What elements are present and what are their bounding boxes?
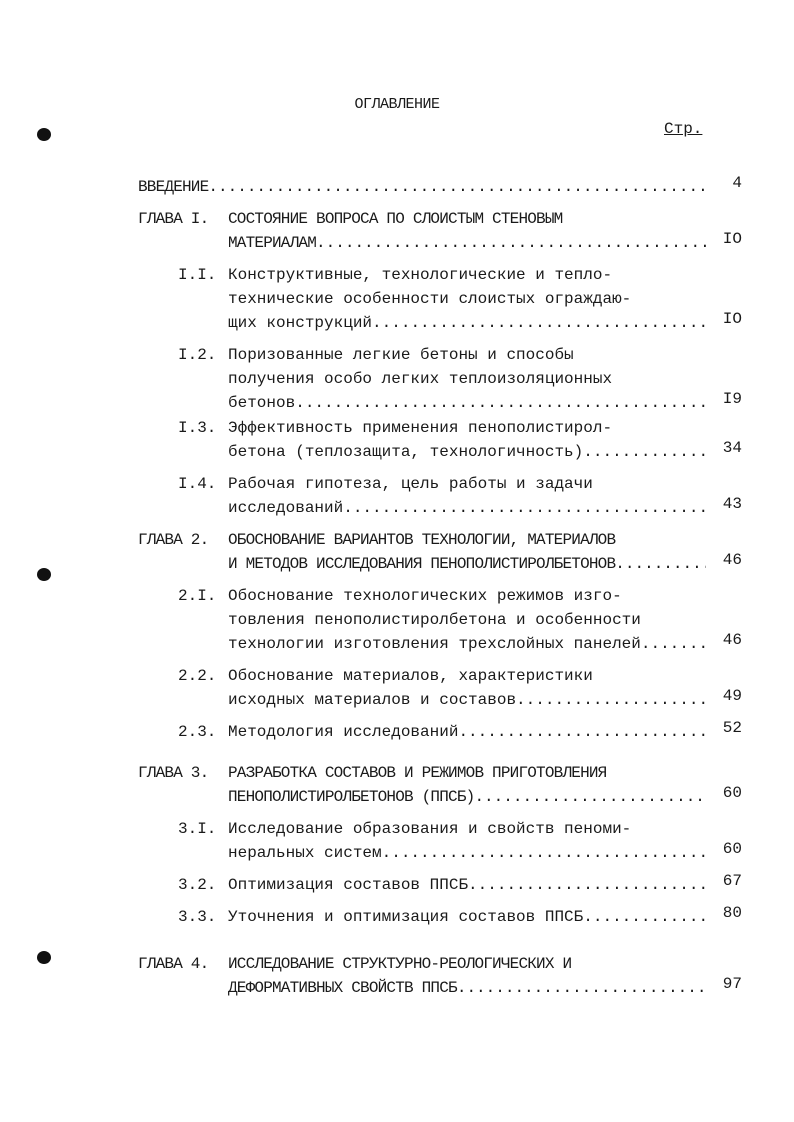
toc-entry-text: ОБОСНОВАНИЕ ВАРИАНТОВ ТЕХНОЛОГИИ, МАТЕРИАЛОВ — [228, 531, 616, 549]
toc-page-number: 43 — [722, 495, 742, 513]
dot-leader — [458, 721, 706, 743]
toc-page-number: 67 — [722, 872, 742, 890]
toc-entry-number: I.3. — [178, 419, 217, 437]
toc-entry-line — [228, 906, 706, 928]
toc-entry-text: неральных систем — [228, 844, 382, 862]
dot-leader — [641, 633, 706, 655]
toc-entry-text: И МЕТОДОВ ИССЛЕДОВАНИЯ ПЕНОПОЛИСТИРОЛБЕТОНОВ — [228, 555, 616, 573]
toc-entry-line — [228, 633, 706, 655]
toc-entry-line — [228, 344, 706, 366]
toc-entry-number: I.4. — [178, 475, 217, 493]
toc-entry-number: 3.3. — [178, 908, 217, 926]
toc-entry-text: бетонов — [228, 394, 296, 412]
dot-leader — [316, 232, 706, 254]
dot-leader — [343, 497, 706, 519]
dot-leader — [208, 176, 706, 198]
toc-entry-line — [228, 874, 706, 896]
toc-entry-text: щих конструкций — [228, 314, 373, 332]
toc-entry-line — [228, 441, 706, 463]
toc-entry-line — [228, 585, 706, 607]
toc-entry-text: СОСТОЯНИЕ ВОПРОСА ПО СЛОИСТЫМ СТЕНОВЫМ — [228, 210, 563, 228]
toc-entry-text: исходных материалов и составов — [228, 691, 517, 709]
dot-leader — [382, 842, 706, 864]
toc-entry-number: 2.3. — [178, 723, 217, 741]
toc-entry-text: ВВЕДЕНИЕ — [138, 178, 209, 196]
toc-entry-text: ИССЛЕДОВАНИЕ СТРУКТУРНО-РЕОЛОГИЧЕСКИХ И — [228, 955, 572, 973]
dot-leader — [468, 874, 706, 896]
toc-entry-number: I.2. — [178, 346, 217, 364]
toc-entry-line — [228, 977, 706, 999]
toc-entry-number: ГЛАВА I. — [138, 210, 209, 228]
toc-entry-text: технологии изготовления трехслойных панелей — [228, 635, 641, 653]
toc-entry-text: Поризованные легкие бетоны и способы — [228, 346, 574, 364]
toc-entry-line — [228, 762, 706, 784]
page-column-heading: Стр. — [664, 120, 703, 138]
punch-hole — [37, 951, 51, 964]
toc-entry-line — [228, 609, 706, 631]
toc-entry-line — [228, 497, 706, 519]
toc-page-number: I9 — [722, 390, 742, 408]
toc-page-number: 46 — [722, 551, 742, 569]
toc-entry-text: Обоснование материалов, характеристики — [228, 667, 593, 685]
dot-leader — [516, 689, 706, 711]
dot-leader — [583, 441, 706, 463]
toc-entry-line — [228, 842, 706, 864]
toc-entry-text: РАЗРАБОТКА СОСТАВОВ И РЕЖИМОВ ПРИГОТОВЛЕНИЯ — [228, 764, 607, 782]
toc-entry-line — [228, 553, 706, 575]
toc-entry-text: ДЕФОРМАТИВНЫХ СВОЙСТВ ППСБ — [228, 979, 457, 997]
toc-entry-line — [228, 473, 706, 495]
toc-page-number: 60 — [722, 784, 742, 802]
toc-entry-text: Методология исследований — [228, 723, 459, 741]
toc-entry-number: I.I. — [178, 266, 217, 284]
toc-entry-text: бетона (теплозащита, технологичность) — [228, 443, 584, 461]
toc-entry-text: Оптимизация составов ППСБ — [228, 876, 469, 894]
page-title: ОГЛАВЛЕНИЕ — [354, 96, 440, 113]
toc-page-number: 52 — [722, 719, 742, 737]
toc-entry-text: Исследование образования и свойств пеноми- — [228, 820, 632, 838]
toc-entry-text: Конструктивные, технологические и тепло- — [228, 266, 613, 284]
toc-entry-text: МАТЕРИАЛАМ — [228, 234, 317, 252]
toc-entry-line — [138, 176, 706, 198]
punch-hole — [37, 568, 51, 581]
toc-entry-number: 2.2. — [178, 667, 217, 685]
toc-page-number: 49 — [722, 687, 742, 705]
toc-entry-text: Рабочая гипотеза, цель работы и задачи — [228, 475, 593, 493]
dot-leader — [457, 977, 706, 999]
toc-page-number: 46 — [722, 631, 742, 649]
toc-entry-line — [228, 312, 706, 334]
toc-page-number: 97 — [722, 975, 742, 993]
dot-leader — [372, 312, 706, 334]
toc-entry-line — [228, 288, 706, 310]
toc-entry-number: ГЛАВА 2. — [138, 531, 209, 549]
toc-entry-line — [228, 368, 706, 390]
toc-entry-number: 2.I. — [178, 587, 217, 605]
dot-leader — [583, 906, 706, 928]
toc-entry-number: ГЛАВА 4. — [138, 955, 209, 973]
toc-entry-text: товления пенополистиролбетона и особенности — [228, 611, 641, 629]
toc-entry-text: Уточнения и оптимизация составов ППСБ — [228, 908, 584, 926]
toc-entry-number: ГЛАВА 3. — [138, 764, 209, 782]
toc-entry-line — [228, 264, 706, 286]
dot-leader — [474, 786, 706, 808]
toc-entry-line — [228, 665, 706, 687]
toc-page-number: IO — [722, 230, 742, 248]
toc-entry-line — [228, 953, 706, 975]
toc-page-number: 80 — [722, 904, 742, 922]
toc-entry-line — [228, 208, 706, 230]
toc-entry-line — [228, 786, 706, 808]
toc-entry-line — [228, 818, 706, 840]
toc-entry-line — [228, 232, 706, 254]
toc-entry-text: получения особо легких теплоизоляционных — [228, 370, 613, 388]
toc-page-number: 4 — [732, 174, 742, 192]
toc-page-number: IO — [722, 310, 742, 328]
toc-entry-line — [228, 721, 706, 743]
toc-entry-text: ПЕНОПОЛИСТИРОЛБЕТОНОВ (ППСБ) — [228, 788, 475, 806]
toc-entry-text: Обоснование технологических режимов изго- — [228, 587, 622, 605]
toc-entry-text: исследований — [228, 499, 344, 517]
toc-entry-number: 3.I. — [178, 820, 217, 838]
toc-page-number: 34 — [722, 439, 742, 457]
toc-entry-line — [228, 392, 706, 414]
dot-leader — [615, 553, 706, 575]
toc-entry-text: Эффективность применения пенополистирол- — [228, 419, 613, 437]
toc-entry-number: 3.2. — [178, 876, 217, 894]
toc-page-number: 60 — [722, 840, 742, 858]
toc-entry-line — [228, 689, 706, 711]
toc-entry-line — [228, 529, 706, 551]
dot-leader — [295, 392, 706, 414]
toc-entry-text: технические особенности слоистых ограждаю- — [228, 290, 632, 308]
punch-hole — [37, 128, 51, 141]
toc-entry-line — [228, 417, 706, 439]
